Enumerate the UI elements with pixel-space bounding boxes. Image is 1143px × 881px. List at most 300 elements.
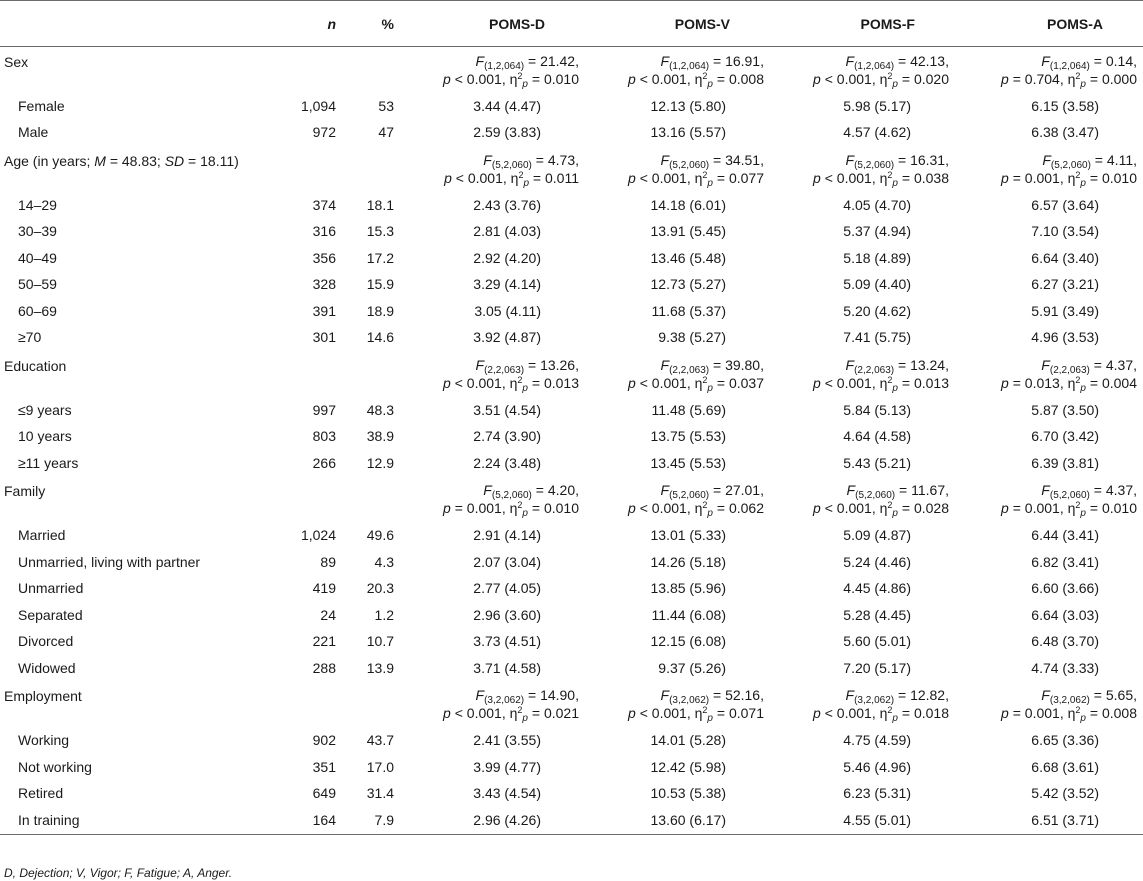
eta-value: 0.028 <box>913 500 949 516</box>
header-percent: % <box>342 1 400 47</box>
f-value: 16.91 <box>725 52 761 69</box>
row-label: Working <box>18 732 70 749</box>
df: (5,2,060) <box>854 159 895 171</box>
row-n: 316 <box>312 223 336 240</box>
row-label: Male <box>18 124 49 141</box>
row-poms-a: 6.48 (3.70) <box>1031 633 1099 650</box>
p-value: 0.001 <box>651 169 687 186</box>
f-value: 5.65 <box>1105 687 1134 703</box>
row-poms-d: 2.96 (4.26) <box>400 807 585 835</box>
f-statistic: $F_{(5,2,060)} = 4.11$, <box>1042 151 1137 171</box>
p-op: < <box>824 70 833 87</box>
group-row <box>0 681 1143 727</box>
group-pct-empty <box>342 47 400 93</box>
row-n: 24 <box>320 606 336 623</box>
table-row <box>0 271 1143 298</box>
row-poms-a: 6.38 (3.47) <box>1031 124 1099 141</box>
group-stat-cell <box>770 146 955 192</box>
row-percent: 12.9 <box>366 454 394 471</box>
row-label: Unmarried <box>18 580 84 597</box>
table-row <box>0 324 1143 351</box>
eta-value: 0.018 <box>913 705 949 721</box>
table-row <box>0 575 1143 602</box>
row-percent: 13.9 <box>366 659 394 676</box>
p-op: = <box>1012 70 1021 87</box>
header-n: n <box>272 1 342 47</box>
row-percent: 15.3 <box>366 223 394 240</box>
row-poms-d: 2.81 (4.03) <box>473 223 541 240</box>
group-stat-cell <box>770 47 955 93</box>
f-statistic: $F_{(5,2,060)} = 4.37$, <box>1041 482 1137 501</box>
df: (5,2,060) <box>669 490 710 501</box>
f-value: 0.14 <box>1105 52 1134 69</box>
row-poms-f: 5.20 (4.62) <box>843 302 911 319</box>
group-stat-cell <box>400 47 585 93</box>
row-poms-v: 13.16 (5.57) <box>650 124 726 141</box>
row-poms-v: 12.73 (5.27) <box>650 276 726 293</box>
row-poms-f: 4.05 (4.70) <box>843 196 911 213</box>
table-row <box>0 807 1143 835</box>
p-op: < <box>639 500 648 516</box>
row-label: 14–29 <box>18 196 57 213</box>
table-row <box>0 298 1143 325</box>
f-statistic: $F_{(5,2,060)} = 4.73$, <box>483 151 579 171</box>
group-pct-empty <box>342 146 400 192</box>
df: (5,2,060) <box>491 159 532 171</box>
p-op: = <box>1012 500 1021 516</box>
row-poms-d: 2.41 (3.55) <box>473 732 541 749</box>
row-n: 89 <box>320 553 336 570</box>
f-value: 13.26 <box>540 356 576 373</box>
row-poms-d: 2.74 (3.90) <box>473 428 541 445</box>
p-value: 0.001 <box>836 500 872 516</box>
table-row <box>0 397 1143 424</box>
row-poms-a: 6.27 (3.21) <box>1031 276 1099 293</box>
row-label: Married <box>18 527 66 544</box>
p-op: < <box>824 169 833 186</box>
p-eta: p < 0.001, $\eta^2_p = 0.062$ <box>628 500 764 519</box>
row-poms-a: 4.74 (3.33) <box>1031 659 1099 676</box>
row-poms-v: 12.15 (6.08) <box>650 633 726 650</box>
row-poms-v: 13.91 (5.45) <box>650 223 726 240</box>
row-percent: 43.7 <box>366 732 394 749</box>
table-body <box>0 47 1143 835</box>
row-poms-a: 6.68 (3.61) <box>1031 758 1099 775</box>
eta-value: 0.011 <box>545 169 579 186</box>
df: (2,2,063) <box>854 364 895 376</box>
row-label: ≤9 years <box>18 401 72 418</box>
row-percent: 38.9 <box>366 428 394 445</box>
p-eta: p = 0.013, $\eta^2_p = 0.004$ <box>1001 374 1137 394</box>
f-statistic: $F_{(5,2,060)} = 11.67$, <box>846 482 949 501</box>
eta-value: 0.071 <box>728 705 764 721</box>
row-percent: 1.2 <box>374 606 394 623</box>
group-row <box>0 351 1143 397</box>
row-percent: 17.2 <box>366 249 394 266</box>
p-eta: p < 0.001, $\eta^2_p = 0.011$ <box>444 169 579 189</box>
row-percent: 18.9 <box>366 302 394 319</box>
p-value: 0.001 <box>651 70 687 87</box>
header-row <box>0 1 1143 47</box>
table-row <box>0 628 1143 655</box>
table-row <box>0 450 1143 477</box>
row-poms-a: 6.64 (3.40) <box>1031 249 1099 266</box>
f-value: 52.16 <box>725 687 761 703</box>
f-statistic: $F_{(5,2,060)} = 27.01$, <box>660 482 764 501</box>
row-poms-a: 5.42 (3.52) <box>1031 785 1099 802</box>
row-poms-v: 13.85 (5.96) <box>650 580 726 597</box>
df: (1,2,064) <box>669 60 710 72</box>
p-eta: p < 0.001, $\eta^2_p = 0.010$ <box>443 70 579 90</box>
row-label: 50–59 <box>18 276 57 293</box>
row-poms-f: 4.57 (4.62) <box>843 124 911 141</box>
row-poms-a: 6.64 (3.03) <box>1031 606 1099 623</box>
p-op: < <box>454 70 463 87</box>
f-statistic: $F_{(2,2,063)} = 13.24$, <box>845 356 949 376</box>
df: (5,2,060) <box>1050 159 1091 171</box>
p-eta: p < 0.001, $\eta^2_p = 0.038$ <box>813 169 949 189</box>
row-poms-a: 6.44 (3.41) <box>1031 527 1099 544</box>
table-row <box>0 245 1143 272</box>
row-poms-v: 12.13 (5.80) <box>650 97 726 114</box>
row-n: 356 <box>312 249 336 266</box>
f-statistic: $F_{(3,2,062)} = 14.90$, <box>475 687 579 706</box>
row-n: 419 <box>312 580 336 597</box>
p-value: 0.001 <box>836 70 872 87</box>
table-row <box>0 655 1143 682</box>
f-statistic: $F_{(3,2,062)} = 12.82$, <box>845 687 949 706</box>
row-poms-v: 13.75 (5.53) <box>650 428 726 445</box>
row-poms-d: 3.44 (4.47) <box>473 97 541 114</box>
group-n-empty <box>272 47 342 93</box>
row-poms-v: 14.26 (5.18) <box>650 553 726 570</box>
header-poms-v: POMS-V <box>585 1 770 47</box>
f-value: 4.37 <box>1105 482 1134 498</box>
row-label: Female <box>18 97 65 114</box>
group-label: Age (in years; M = 48.83; SD = 18.11) <box>4 152 239 169</box>
table-row <box>0 218 1143 245</box>
row-poms-v: 13.46 (5.48) <box>650 249 726 266</box>
row-poms-a: 5.91 (3.49) <box>1031 302 1099 319</box>
table-footnote: D, Dejection; V, Vigor; F, Fatigue; A, Anger. <box>4 866 233 880</box>
row-n: 997 <box>312 401 336 418</box>
f-statistic: $F_{(5,2,060)} = 4.20$, <box>483 482 579 501</box>
group-stat-cell <box>770 681 955 727</box>
row-poms-d: 2.24 (3.48) <box>473 454 541 471</box>
group-n-empty <box>272 351 342 397</box>
row-poms-v: 12.42 (5.98) <box>650 758 726 775</box>
df: (5,2,060) <box>855 490 896 501</box>
row-poms-f: 7.41 (5.75) <box>843 329 911 346</box>
row-n: 266 <box>312 454 336 471</box>
row-poms-f: 5.84 (5.13) <box>843 401 911 418</box>
group-pct-empty <box>342 681 400 727</box>
p-value: 0.001 <box>651 705 687 721</box>
row-percent: 17.0 <box>366 758 394 775</box>
eta-value: 0.010 <box>1101 169 1137 186</box>
p-op: < <box>824 500 833 516</box>
df: (3,2,062) <box>484 695 525 706</box>
f-value: 14.90 <box>540 687 576 703</box>
row-label: Divorced <box>18 633 74 650</box>
row-poms-d: 3.99 (4.77) <box>473 758 541 775</box>
row-poms-d: 3.73 (4.51) <box>473 633 541 650</box>
f-value: 13.24 <box>910 356 946 373</box>
table-header <box>0 1 1143 47</box>
row-percent: 20.3 <box>366 580 394 597</box>
row-poms-f: 5.09 (4.87) <box>843 527 911 544</box>
table-row <box>0 549 1143 576</box>
p-value: 0.001 <box>836 705 872 721</box>
p-eta: p = 0.704, $\eta^2_p = 0.000$ <box>1001 70 1137 90</box>
p-value: 0.001 <box>466 705 502 721</box>
row-poms-a: 6.82 (3.41) <box>1031 553 1099 570</box>
row-poms-v: 13.60 (6.17) <box>585 807 770 835</box>
row-n: 1,024 <box>300 527 336 544</box>
row-poms-a: 6.60 (3.66) <box>1031 580 1099 597</box>
row-poms-d: 2.77 (4.05) <box>473 580 541 597</box>
eta-value: 0.037 <box>728 374 764 391</box>
row-poms-d: 2.96 (3.60) <box>473 606 541 623</box>
f-statistic: $F_{(2,2,063)} = 13.26$, <box>475 356 579 376</box>
row-n: 1,094 <box>300 97 336 114</box>
eta-value: 0.013 <box>543 374 579 391</box>
p-value: 0.001 <box>836 374 872 391</box>
row-poms-d: 2.91 (4.14) <box>473 527 541 544</box>
row-poms-f: 5.60 (5.01) <box>843 633 911 650</box>
header-empty <box>0 1 272 47</box>
row-n: 803 <box>312 428 336 445</box>
group-row <box>0 476 1143 522</box>
f-statistic: $F_{(1,2,064)} = 0.14$, <box>1041 52 1137 72</box>
row-percent: 15.9 <box>366 276 394 293</box>
p-eta: p = 0.001, $\eta^2_p = 0.010$ <box>1001 169 1137 189</box>
df: (5,2,060) <box>1049 490 1090 501</box>
row-label: Unmarried, living with partner <box>18 553 201 570</box>
group-stat-cell <box>955 146 1143 192</box>
p-value: 0.001 <box>1024 705 1060 721</box>
row-percent: 49.6 <box>366 527 394 544</box>
f-value: 16.31 <box>910 151 946 168</box>
row-poms-v: 9.38 (5.27) <box>658 329 726 346</box>
group-stat-cell <box>400 476 585 522</box>
f-statistic: $F_{(5,2,060)} = 34.51$, <box>660 151 764 171</box>
eta-value: 0.010 <box>543 500 579 516</box>
p-eta: p = 0.001, $\eta^2_p = 0.010$ <box>443 500 579 519</box>
row-poms-d: 3.51 (4.54) <box>473 401 541 418</box>
eta-value: 0.008 <box>728 70 764 87</box>
group-n-empty <box>272 146 342 192</box>
p-op: = <box>1012 705 1021 721</box>
p-op: = <box>1012 374 1021 391</box>
row-poms-f: 5.46 (4.96) <box>843 758 911 775</box>
row-poms-d: 3.43 (4.54) <box>473 785 541 802</box>
p-value: 0.013 <box>1024 374 1060 391</box>
p-eta: p < 0.001, $\eta^2_p = 0.020$ <box>813 70 949 90</box>
table-row <box>0 192 1143 219</box>
row-poms-d: 2.92 (4.20) <box>473 249 541 266</box>
group-pct-empty <box>342 476 400 522</box>
row-label: Separated <box>18 606 83 623</box>
row-percent: 53 <box>378 97 394 114</box>
row-poms-d: 2.43 (3.76) <box>473 196 541 213</box>
eta-value: 0.010 <box>1101 500 1137 516</box>
row-poms-a: 6.51 (3.71) <box>955 807 1143 835</box>
group-label: Sex <box>4 54 29 70</box>
df: (1,2,064) <box>1049 60 1090 72</box>
eta-value: 0.021 <box>543 705 579 721</box>
group-stat-cell <box>585 476 770 522</box>
row-poms-d: 2.07 (3.04) <box>473 553 541 570</box>
row-poms-v: 11.68 (5.37) <box>651 302 726 319</box>
row-poms-v: 13.01 (5.33) <box>650 527 726 544</box>
p-op: < <box>639 169 648 186</box>
f-statistic: $F_{(2,2,063)} = 4.37$, <box>1041 356 1137 376</box>
row-poms-f: 7.20 (5.17) <box>843 659 911 676</box>
row-poms-v: 13.45 (5.53) <box>650 454 726 471</box>
row-n: 164 <box>272 807 342 835</box>
f-statistic: $F_{(2,2,063)} = 39.80$, <box>660 356 764 376</box>
row-poms-f: 5.98 (5.17) <box>843 97 911 114</box>
row-poms-d: 3.29 (4.14) <box>473 276 541 293</box>
row-poms-f: 6.23 (5.31) <box>843 785 911 802</box>
table-row <box>0 754 1143 781</box>
row-poms-a: 6.70 (3.42) <box>1031 428 1099 445</box>
row-poms-f: 4.64 (4.58) <box>843 428 911 445</box>
f-value: 42.13 <box>910 52 946 69</box>
row-poms-a: 5.87 (3.50) <box>1031 401 1099 418</box>
p-value: 0.001 <box>651 500 687 516</box>
f-statistic: $F_{(1,2,064)} = 16.91$, <box>660 52 764 72</box>
header-poms-f: POMS-F <box>770 1 955 47</box>
table-row <box>0 780 1143 807</box>
row-poms-f: 5.28 (4.45) <box>843 606 911 623</box>
row-percent: 31.4 <box>366 785 394 802</box>
p-op: < <box>455 169 464 186</box>
p-eta: p < 0.001, $\eta^2_p = 0.013$ <box>813 374 949 394</box>
p-value: 0.704 <box>1024 70 1060 87</box>
row-poms-a: 6.57 (3.64) <box>1031 196 1099 213</box>
row-n: 221 <box>312 633 336 650</box>
row-n: 649 <box>312 785 336 802</box>
row-poms-a: 6.15 (3.58) <box>1031 97 1099 114</box>
row-poms-f: 5.09 (4.40) <box>843 276 911 293</box>
p-value: 0.001 <box>1024 500 1060 516</box>
group-stat-cell <box>585 146 770 192</box>
row-n: 902 <box>312 732 336 749</box>
eta-value: 0.013 <box>913 374 949 391</box>
f-value: 21.42 <box>540 52 576 69</box>
eta-value: 0.038 <box>913 169 949 186</box>
row-poms-d: 3.05 (4.11) <box>474 302 541 319</box>
p-eta: p < 0.001, $\eta^2_p = 0.028$ <box>813 500 949 519</box>
group-row <box>0 47 1143 93</box>
row-n: 391 <box>312 302 336 319</box>
row-poms-f: 5.24 (4.46) <box>843 553 911 570</box>
row-label: ≥70 <box>18 329 42 346</box>
table-row <box>0 522 1143 549</box>
f-value: 11.67 <box>911 482 946 498</box>
row-label: ≥11 years <box>18 454 79 471</box>
f-value: 4.37 <box>1105 356 1134 373</box>
df: (2,2,063) <box>669 364 710 376</box>
f-statistic: $F_{(3,2,062)} = 52.16$, <box>660 687 764 706</box>
p-eta: p = 0.001, $\eta^2_p = 0.010$ <box>1001 500 1137 519</box>
df: (1,2,064) <box>484 60 525 72</box>
p-value: 0.001 <box>836 169 872 186</box>
p-eta: p < 0.001, $\eta^2_p = 0.077$ <box>628 169 764 189</box>
row-poms-d: 2.59 (3.83) <box>473 124 541 141</box>
p-op: < <box>639 70 648 87</box>
row-percent: 7.9 <box>342 807 400 835</box>
f-value: 39.80 <box>725 356 761 373</box>
df: (1,2,064) <box>854 60 895 72</box>
p-eta: p < 0.001, $\eta^2_p = 0.018$ <box>813 705 949 724</box>
p-op: < <box>824 374 833 391</box>
p-value: 0.001 <box>466 500 502 516</box>
df: (2,2,063) <box>1049 364 1090 376</box>
row-poms-f: 4.75 (4.59) <box>843 732 911 749</box>
table-row <box>0 423 1143 450</box>
group-pct-empty <box>342 351 400 397</box>
row-n: 972 <box>312 124 336 141</box>
table-row <box>0 93 1143 120</box>
row-n: 351 <box>312 758 336 775</box>
group-stat-cell <box>400 146 585 192</box>
p-op: < <box>454 374 463 391</box>
eta-value: 0.077 <box>728 169 764 186</box>
row-poms-f: 4.45 (4.86) <box>843 580 911 597</box>
row-label: 40–49 <box>18 249 57 266</box>
row-label: In training <box>0 807 272 835</box>
table-row <box>0 727 1143 754</box>
row-label: Widowed <box>18 659 76 676</box>
row-poms-a: 4.96 (3.53) <box>1031 329 1099 346</box>
table-row <box>0 602 1143 629</box>
group-stat-cell <box>770 351 955 397</box>
p-value: 0.001 <box>1024 169 1060 186</box>
p-op: < <box>454 705 463 721</box>
group-stat-cell <box>955 47 1143 93</box>
f-statistic: $F_{(5,2,060)} = 16.31$, <box>845 151 949 171</box>
row-label: 30–39 <box>18 223 57 240</box>
row-poms-a: 7.10 (3.54) <box>1031 223 1099 240</box>
row-poms-f: 4.55 (5.01) <box>770 807 955 835</box>
row-label: Not working <box>18 758 92 775</box>
p-op: < <box>824 705 833 721</box>
df: (5,2,060) <box>669 159 710 171</box>
header-poms-a: POMS-A <box>955 1 1143 47</box>
p-op: < <box>639 705 648 721</box>
df: (5,2,060) <box>491 490 532 501</box>
p-op: = <box>454 500 463 516</box>
group-stat-cell <box>955 351 1143 397</box>
row-poms-f: 5.37 (4.94) <box>843 223 911 240</box>
group-row <box>0 146 1143 192</box>
group-n-empty <box>272 476 342 522</box>
row-poms-v: 10.53 (5.38) <box>650 785 726 802</box>
row-poms-a: 6.39 (3.81) <box>1031 454 1099 471</box>
f-value: 12.82 <box>910 687 946 703</box>
row-poms-d: 3.71 (4.58) <box>473 659 541 676</box>
row-poms-d: 3.92 (4.87) <box>473 329 541 346</box>
row-poms-v: 14.01 (5.28) <box>650 732 726 749</box>
p-eta: p = 0.001, $\eta^2_p = 0.008$ <box>1001 705 1137 724</box>
row-percent: 14.6 <box>366 329 394 346</box>
row-poms-v: 11.48 (5.69) <box>651 401 726 418</box>
df: (2,2,063) <box>484 364 525 376</box>
row-poms-v: 14.18 (6.01) <box>650 196 726 213</box>
